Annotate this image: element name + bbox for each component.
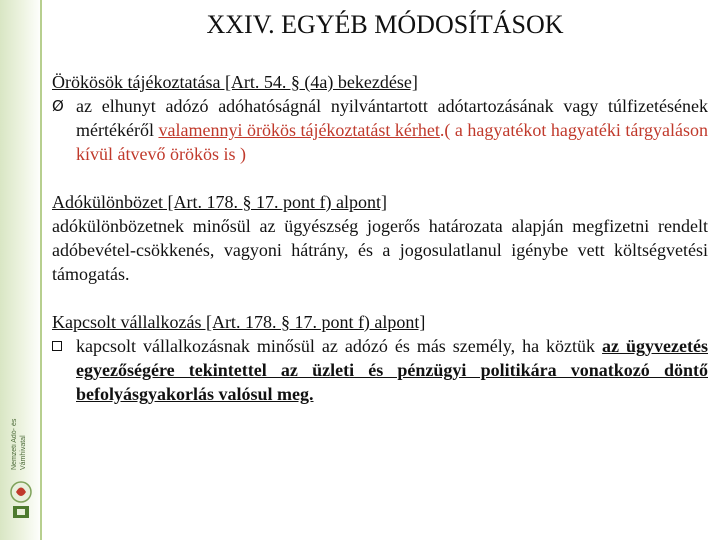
- heirs-text-highlight: valamennyi örökös tájékoztatást kérhet: [158, 120, 440, 140]
- section-heading-heirs: Örökösök tájékoztatása [Art. 54. § (4a) bekezdése]: [52, 72, 418, 92]
- bullet-item-related-company: [52, 334, 708, 406]
- heirs-text-after: .( a hagyatékot hagyatéki tárgyaláson kívül átvevő örökös is ): [76, 120, 708, 164]
- bullet-text-heirs: [76, 94, 708, 166]
- page-title: XXIV. EGYÉB MÓDOSÍTÁSOK: [206, 10, 564, 39]
- tax-difference-text: adókülönbözetnek minősül az ügyészség jogerős határozata alapján megfizetni rendelt adóbevétel-csökkenés, vagyoni hátrány, és a jogosulatlanul igénybe vett költségvetési támogatás.: [52, 216, 708, 284]
- bullet-text-related-company: [76, 334, 708, 406]
- nav-logo-icon: [8, 478, 34, 522]
- sidebar-vertical-text: Nemzeti Adó- és Vámhivatal: [11, 418, 27, 470]
- section-heading-tax-difference: Adókülönbözet [Art. 178. § 17. pont f) alpont]: [52, 192, 387, 212]
- arrow-bullet-icon: Ø: [52, 97, 64, 115]
- section-heading-related-company: Kapcsolt vállalkozás [Art. 178. § 17. pont f) alpont]: [52, 312, 426, 332]
- heirs-text-plain: az elhunyt adózó adóhatóságnál nyilvántartott adótartozásának vagy túlfizetésének mértékéről: [76, 96, 708, 140]
- checkbox-bullet-icon: [52, 341, 62, 351]
- related-text-plain: kapcsolt vállalkozásnak minősül az adózó és más személy, ha köztük: [76, 336, 603, 356]
- slide-content: [52, 70, 708, 406]
- bullet-item-heirs: [52, 94, 708, 166]
- sidebar-divider: [40, 0, 42, 540]
- related-text-bold: az ügyvezetés egyezőségére tekintettel az üzleti és pénzügyi politikára vonatkozó döntő befolyásgyakorlás valósul meg.: [76, 336, 708, 404]
